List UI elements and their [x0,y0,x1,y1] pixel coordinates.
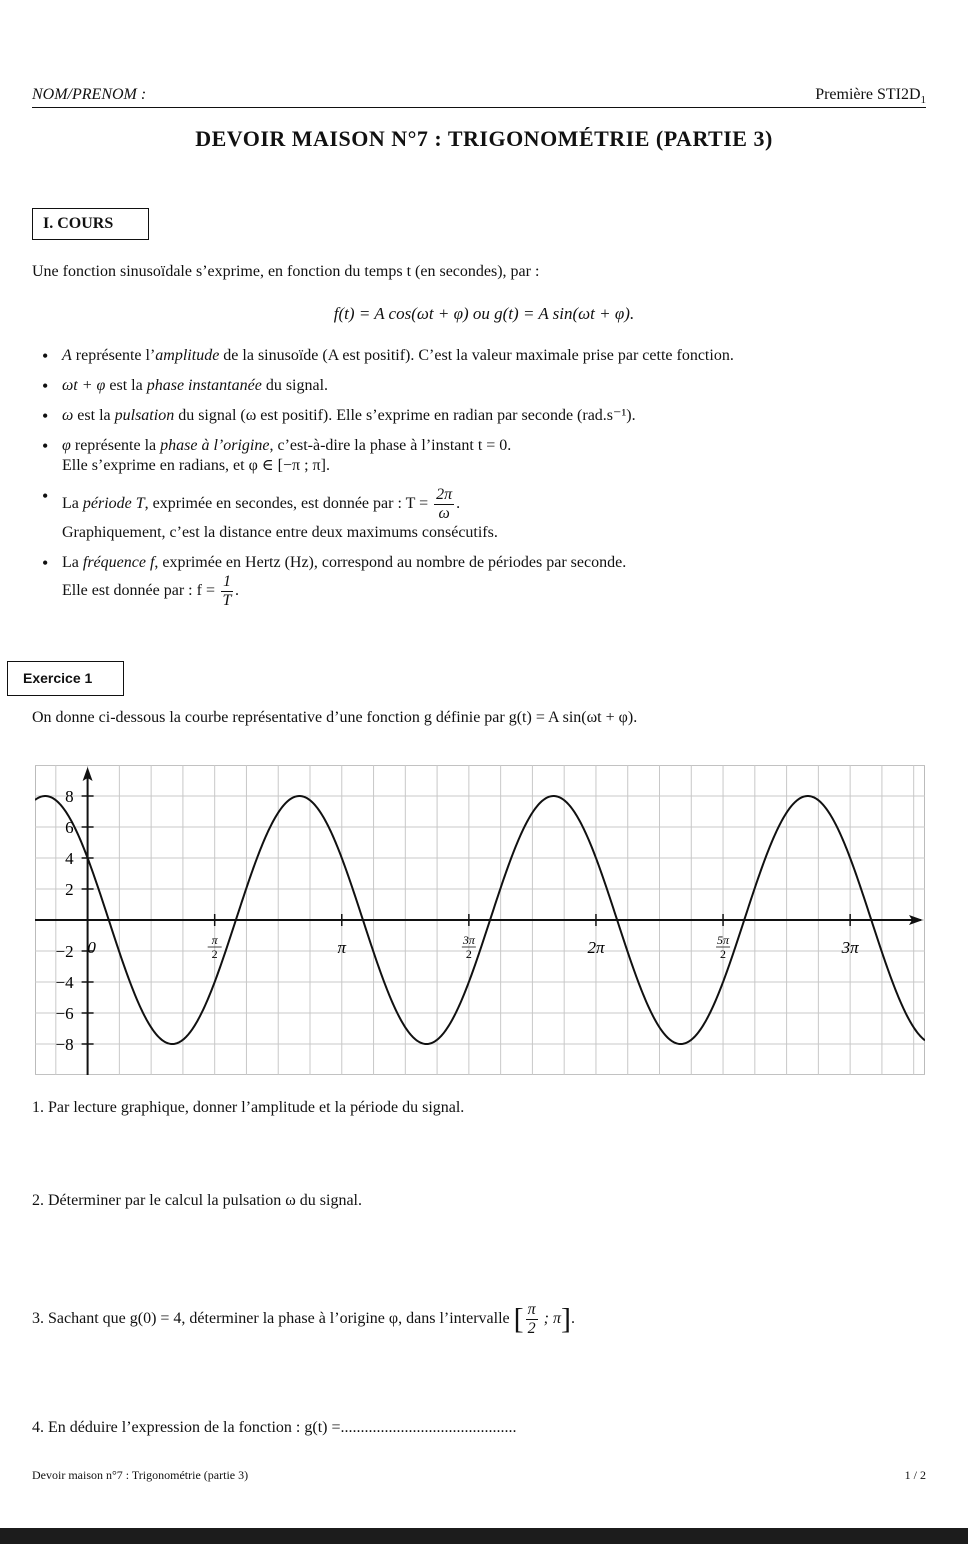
bullet-term: période T [82,495,145,513]
question-3-text: 3. Sachant que g(0) = 4, déterminer la phase à l’origine φ, dans l’intervalle [32,1310,510,1328]
bullet-text: du signal. [261,377,329,394]
bullet-term: pulsation [114,407,175,424]
question-1: 1. Par lecture graphique, donner l’amplitude et la période du signal. [32,1099,465,1116]
bullet-symbol: A [62,347,72,364]
class-subscript: 1 [920,94,926,107]
bullet-term: fréquence f [82,554,155,571]
x-tick-label: 2π [587,938,605,957]
bullet-text: représente la [70,437,161,454]
exercise-intro: On donne ci-dessous la courbe représentative d’une fonction g définie par g(t) = A sin(ωt + φ). [32,709,638,726]
y-tick-label: 4 [65,849,74,868]
y-tick-label: 2 [65,880,74,899]
bullet-symbol: ωt + φ [62,377,106,394]
exercise-label: Exercice 1 [7,661,124,696]
class-name: Première STI2D [815,86,921,103]
bottom-bar [0,1528,968,1544]
page-number: 1 / 2 [904,1468,926,1482]
x-tick-label-numerator: 3π [462,933,475,947]
bullet-term: phase à l’origine [160,437,270,454]
x-tick-label-numerator: π [211,933,218,947]
bullet-text: du signal (ω est positif). Elle s’exprime en radian par seconde (rad.s⁻¹). [174,407,636,424]
bullet-text: Elle est donnée par : f = [62,582,219,600]
header-divider [32,107,926,108]
bullet-symbol: φ [62,437,71,454]
y-tick-label: 8 [65,787,74,806]
frequency-fraction [221,573,233,610]
list-item [40,406,940,426]
chart-axes [35,767,923,1075]
bracket-open: [ [513,1302,524,1336]
x-tick-label: 3π [841,938,859,957]
section-heading: I. COURS [32,208,149,240]
main-formula: f(t) = A cos(ωt + φ) ou g(t) = A sin(ωt + φ). [333,304,635,323]
y-tick-label: −6 [55,1004,74,1023]
definitions-list [40,346,940,620]
x-tick-label: 0 [87,938,96,957]
bullet-symbol: ω [62,407,74,424]
bullet-term: phase instantanée [146,377,262,394]
question-2: 2. Déterminer par le calcul la pulsation ω du signal. [32,1192,362,1209]
page-title: DEVOIR MAISON N°7 : TRIGONOMÉTRIE (PARTIE 3) [195,126,773,151]
list-item [40,436,940,476]
bracket-close: ] [561,1302,572,1336]
x-tick-label-numerator: 5π [717,933,730,947]
bullet-text: La [62,495,83,513]
list-item [40,346,940,366]
bullet-text: est la [105,377,147,394]
y-tick-label: −4 [55,973,74,992]
y-tick-label: −2 [55,942,74,961]
x-tick-label-denominator: 2 [720,947,727,961]
y-tick-label: −8 [55,1035,74,1054]
bullet-text: Elle s’exprime en radians, et φ ∈ [−π ; π]. [62,457,330,474]
question-4: 4. En déduire l’expression de la fonction : g(t) =............................................ [32,1419,517,1436]
class-label [815,86,926,106]
bullet-text: , exprimée en secondes, est donnée par : T = [144,495,433,513]
list-item: • La fréquence f, exprimée en Hertz (Hz), correspond au nombre de périodes par seconde. Elle est donnée par : f = $\frac{1}{T}$ . [40,553,940,610]
period-fraction [434,486,454,523]
fraction-denominator: T [222,592,232,609]
fraction-denominator: ω [438,505,450,522]
intro-text: Une fonction sinusoïdale s’exprime, en fonction du temps t (en secondes), par : [32,263,540,280]
sinusoid-chart [35,765,925,1075]
bullet-term: amplitude [155,347,220,364]
x-tick-label-denominator: 2 [465,947,472,961]
fraction-numerator: 1 [222,573,231,590]
list-item [40,376,940,396]
bullet-text: de la sinusoïde (A est positif). C’est la valeur maximale prise par cette fonction. [219,347,734,364]
fraction-denominator: 2 [527,1320,536,1337]
interval-fraction [526,1301,538,1338]
bullet-text: La [62,554,83,571]
bullet-text: , c’est-à-dire la phase à l’instant t = 0. [269,437,512,454]
x-tick-label: π [337,938,347,957]
question-3: 3. Sachant que g(0) = 4, déterminer la phase à l’origine φ, dans l’intervalle [ $\frac{\pi}{2}$ ; π]. [32,1301,576,1337]
bullet-text: représente l’ [71,347,156,364]
interval-rest: ; π [539,1310,562,1328]
name-label: NOM/PRENOM : [32,86,147,103]
x-tick-label-denominator: 2 [211,947,218,961]
y-tick-label: 6 [65,818,74,837]
footer-title: Devoir maison n°7 : Trigonométrie (partie 3) [32,1468,249,1482]
fraction-numerator: π [527,1301,536,1318]
list-item: • La période T, exprimée en secondes, est donnée par : T = $\frac{2\pi}{\omega}$ . Graphiquement, c’est la distance entre deux maximums consécutifs. [40,486,940,543]
fraction-numerator: 2π [436,486,453,503]
bullet-text: , exprimée en Hertz (Hz), correspond au nombre de périodes par seconde. [154,554,627,571]
bullet-text: est la [73,407,115,424]
bullet-text: Graphiquement, c’est la distance entre deux maximums consécutifs. [62,524,498,541]
